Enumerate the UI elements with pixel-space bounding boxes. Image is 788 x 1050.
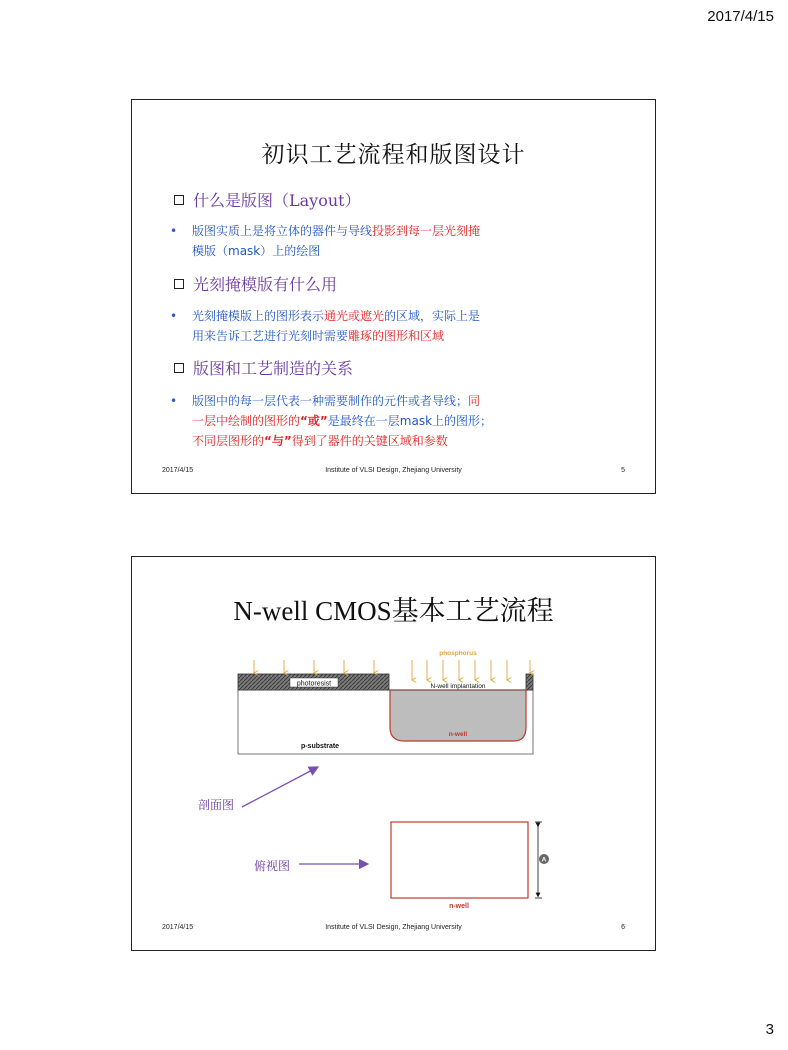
heading-layout-process: 版图和工艺制造的关系 <box>174 356 353 379</box>
nwell-label: n-well <box>448 731 468 738</box>
heading-mask-use: 光刻掩模版有什么用 <box>174 272 337 295</box>
top-view-nwell-rect <box>391 822 528 898</box>
slide-title: 初识工艺流程和版图设计 <box>261 142 526 168</box>
section-arrow <box>242 767 318 807</box>
page-date: 2017/4/15 <box>707 8 774 25</box>
slide-5 <box>131 99 656 494</box>
para-layout-definition: • 版图实质上是将立体的器件与导线投影到每一层光刻掩 模版（mask）上的绘图 <box>170 221 610 261</box>
dot-bullet-icon: • <box>170 309 178 323</box>
para-layout-process: • 版图中的每一层代表一种需要制作的元件或者导线；同 一层中绘制的图形的“或”是最终在一层mask上的图形； 不同层图形的“与”得到了器件的关键区域和参数 <box>170 391 610 451</box>
para-mask-use: • 光刻掩模版上的图形表示通光或遮光的区域，实际上是 用来告诉工艺进行光刻时需要雕琢的图形和区域 <box>170 306 610 346</box>
dot-bullet-icon: • <box>170 394 178 408</box>
square-bullet-icon <box>174 279 184 289</box>
implant-label: N-well implantation <box>430 683 486 690</box>
slide-footer: 2017/4/15 Institute of VLSI Design, Zhejiang University 6 <box>162 924 625 931</box>
square-bullet-icon <box>174 195 184 205</box>
svg-text:A: A <box>541 856 547 864</box>
page-number: 3 <box>765 1021 774 1038</box>
slide-footer: 2017/4/15 Institute of VLSI Design, Zhejiang University 5 <box>162 467 625 474</box>
slide-title: N-well CMOS基本工艺流程 <box>233 596 554 626</box>
top-nwell-label: n-well <box>449 903 469 910</box>
top-view-label: 俯视图 <box>254 859 291 873</box>
heading-what-is-layout: 什么是版图（Layout） <box>174 188 361 211</box>
phosphorus-label: phosphorus <box>439 650 477 657</box>
dot-bullet-icon: • <box>170 224 178 238</box>
photoresist-right-layer <box>526 674 533 690</box>
psubstrate-label: p-substrate <box>300 743 340 750</box>
nwell-process-diagram <box>132 557 654 949</box>
section-view-label: 剖面图 <box>198 798 235 812</box>
photoresist-label: photoresist <box>296 680 332 688</box>
slide-6 <box>131 556 656 951</box>
square-bullet-icon <box>174 363 184 373</box>
